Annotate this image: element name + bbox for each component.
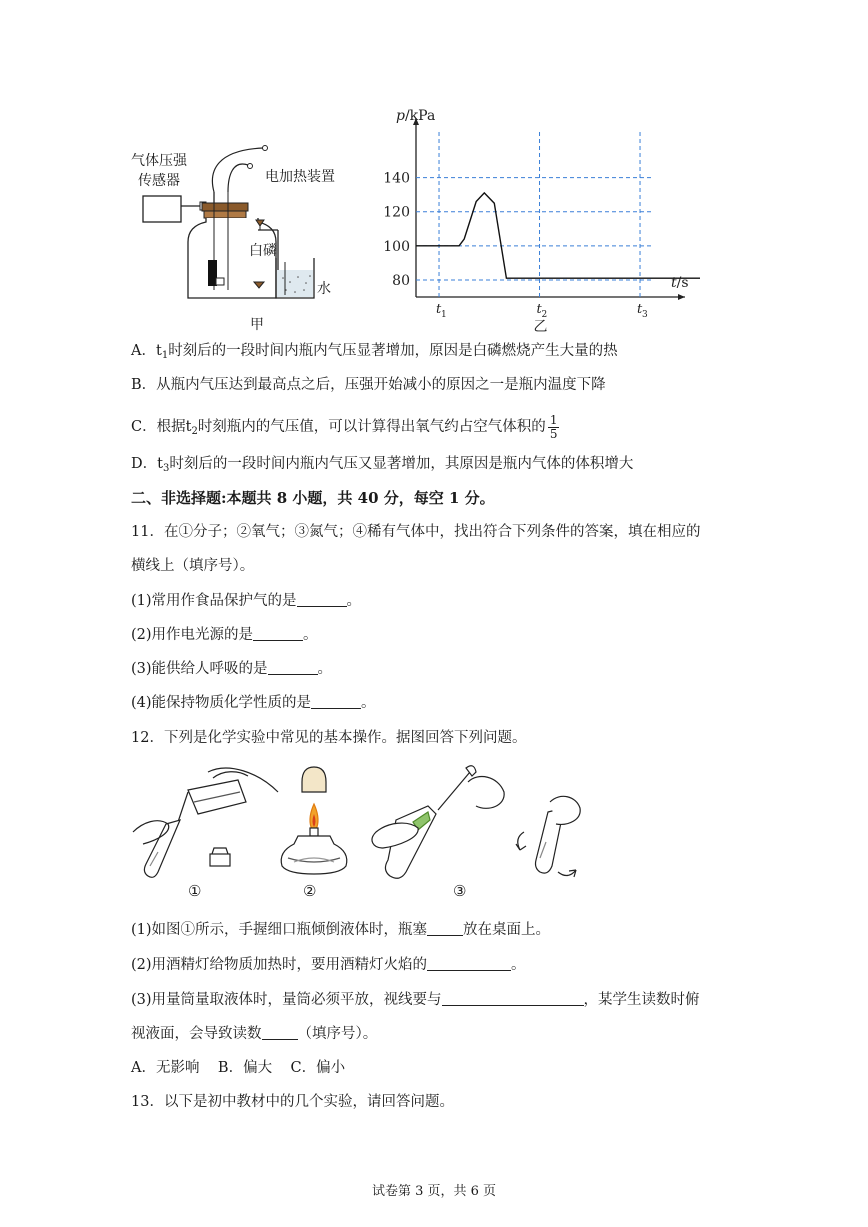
- dropper-illustration: [372, 766, 504, 879]
- q12-item-3-line-2: 视液面，会导致读数 （填序号）。: [131, 1026, 378, 1042]
- pressure-chart-svg: [380, 100, 700, 340]
- q12-options: A．无影响 B．偏大 C．偏小: [131, 1060, 346, 1076]
- x-tick-label: t: [637, 302, 643, 317]
- answer-blank[interactable]: [427, 921, 463, 936]
- q10-option-c: C．根据$t_2$时刻瓶内的气压值，可以计算得出氧气约占空气体积的 $\frac{1}{5}$: [131, 412, 558, 441]
- y-tick-label: 120: [383, 204, 410, 221]
- x-tick-subscript: 2: [541, 310, 548, 320]
- q10-option-d: D．$t_3$时刻后的一段时间内瓶内气压又显著增加，其原因是瓶内气体的体积增大: [131, 456, 634, 474]
- y-tick-label: 100: [383, 238, 410, 255]
- shaking-tube-illustration: [516, 796, 580, 877]
- q12-stem: 12．下列是化学实验中常见的基本操作。据图回答下列问题。: [131, 730, 527, 746]
- fig-label-3: ③: [453, 882, 467, 900]
- q11-item-1: (1)常用作食品保护气的是 。: [131, 593, 362, 609]
- answer-blank[interactable]: [268, 660, 318, 675]
- water-label: 水: [317, 281, 331, 297]
- lab-operations-figure: [128, 762, 598, 912]
- answer-blank[interactable]: [297, 592, 347, 607]
- y-tick-label: 140: [383, 170, 410, 187]
- q12-item-3: (3)用量筒量取液体时，量筒必须平放，视线要与 ，某学生读数时俯: [131, 992, 700, 1008]
- y-tick-label: 80: [392, 272, 410, 289]
- q12-item-1: (1)如图①所示，手握细口瓶倾倒液体时，瓶塞 放在桌面上。: [131, 922, 551, 938]
- x-tick-subscript: 1: [441, 310, 447, 320]
- fig-label-1: ①: [188, 882, 202, 900]
- answer-blank[interactable]: [311, 694, 361, 709]
- pressure-chart: [380, 100, 700, 340]
- x-axis-arrow: [678, 294, 685, 300]
- q11-item-4: (4)能保持物质化学性质的是 。: [131, 695, 376, 711]
- option-letter: D．: [131, 456, 158, 472]
- answer-blank[interactable]: [427, 956, 511, 971]
- fraction: $\frac{1}{5}$: [549, 412, 558, 441]
- alcohol-lamp-illustration: [281, 767, 347, 874]
- x-tick-label: t: [436, 302, 442, 317]
- x-tick-label: t: [536, 302, 542, 317]
- sensor-label-1: 气体压强: [131, 153, 187, 169]
- section2-heading: 二、非选择题:本题共 8 小题，共 40 分，每空 1 分。: [131, 489, 495, 507]
- fig-label-2: ②: [303, 882, 317, 900]
- option-letter: B．: [131, 377, 157, 393]
- chart-caption: 乙: [533, 319, 548, 335]
- answer-blank[interactable]: [253, 626, 303, 641]
- q11-item-2: (2)用作电光源的是 。: [131, 627, 318, 643]
- page-footer: 试卷第 3 页，共 6 页: [371, 1184, 497, 1199]
- q11-item-3: (3)能供给人呼吸的是 。: [131, 661, 333, 677]
- q11-stem-1: 11．在①分子；②氧气；③氮气；④稀有气体中，找出符合下列条件的答案，填在相应的: [131, 524, 701, 540]
- answer-blank[interactable]: [442, 991, 584, 1006]
- q11-stem-2: 横线上（填序号）。: [131, 558, 255, 574]
- pouring-illustration: [133, 768, 278, 877]
- pressure-curve: [416, 193, 700, 278]
- x-axis-label: t/s: [671, 275, 689, 291]
- y-axis-label: p/kPa: [396, 108, 436, 124]
- option-letter: A．: [131, 343, 156, 359]
- q10-option-a: A．$t_1$时刻后的一段时间内瓶内气压显著增加，原因是白磷燃烧产生大量的热: [131, 343, 618, 361]
- heater-label: 电加热装置: [265, 169, 335, 185]
- q13-stem: 13．以下是初中教材中的几个实验，请回答问题。: [131, 1094, 454, 1110]
- q10-option-b: B．从瓶内气压达到最高点之后，压强开始减小的原因之一是瓶内温度下降: [131, 377, 606, 393]
- option-letter: C．: [131, 419, 157, 435]
- phosphorus-label: 白磷: [249, 243, 277, 259]
- answer-blank[interactable]: [262, 1025, 298, 1040]
- sensor-label-2: 传感器: [138, 173, 180, 189]
- apparatus-caption: 甲: [250, 317, 264, 333]
- x-tick-subscript: 3: [642, 310, 648, 320]
- q12-item-2: (2)用酒精灯给物质加热时，要用酒精灯火焰的 。: [131, 957, 526, 973]
- apparatus-figure: [128, 130, 358, 335]
